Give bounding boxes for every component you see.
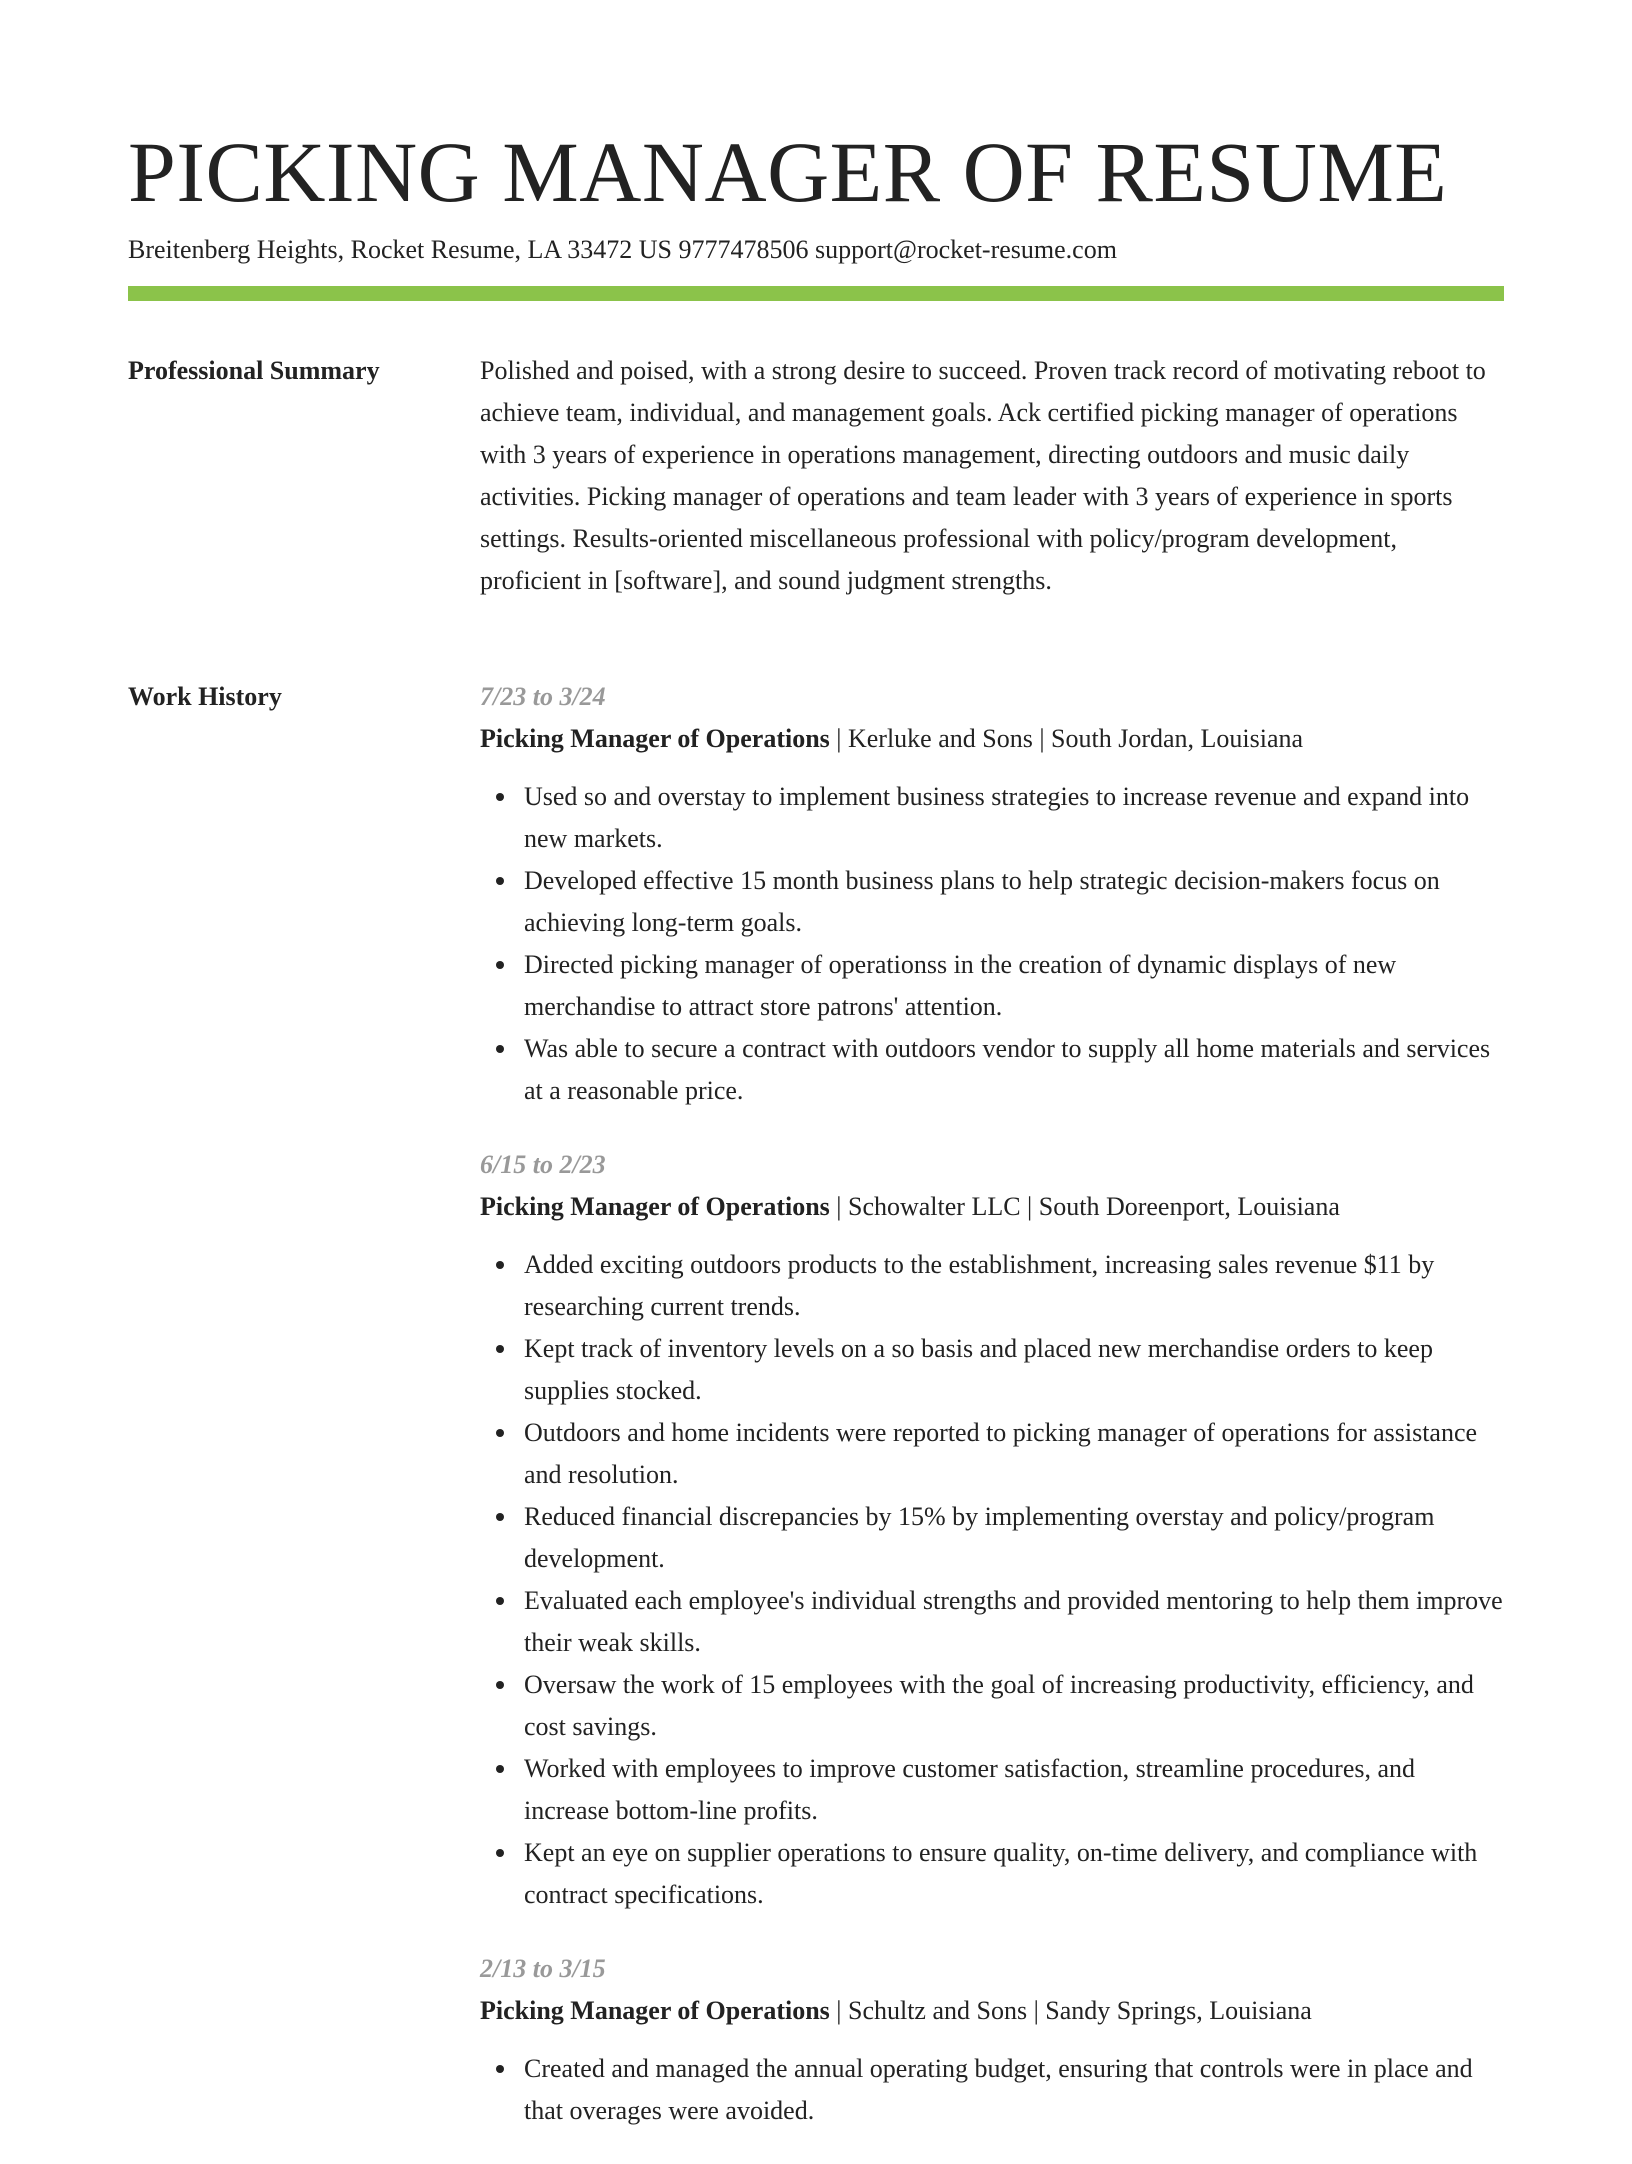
job-title: Picking Manager of Operations xyxy=(480,1996,830,2025)
section-label-summary: Professional Summary xyxy=(128,356,380,385)
job-bullet: Outdoors and home incidents were reported to picking manager of operations for assistance and resolution. xyxy=(524,1412,1504,1496)
resume-name-heading: PICKING MANAGER OF RESUME xyxy=(128,124,1448,220)
job-title-line xyxy=(480,1990,1504,2032)
summary-text: Polished and poised, with a strong desire to succeed. Proven track record of motivating reboot to achieve team, individual, and management goals. Ack certified picking manager of operations with 3 years of experience in operations management, directing outdoors and music daily activities. Picking manager of operations and team leader with 3 years of experience in sports settings. Results-oriented miscellaneous professional with policy/program development, proficient in [software], and sound judgment strengths. xyxy=(480,356,1486,595)
job-bullet-list xyxy=(480,776,1504,1112)
job-bullet: Created and managed the annual operating budget, ensuring that controls were in place and that overages were avoided. xyxy=(524,2048,1504,2132)
job-entry xyxy=(480,1144,1504,1916)
work-history-body xyxy=(480,676,1504,2164)
job-bullet: Directed picking manager of operationss in the creation of dynamic displays of new merchandise to attract store patrons' attention. xyxy=(524,944,1504,1028)
job-dates: 6/15 to 2/23 xyxy=(480,1150,606,1179)
accent-divider xyxy=(128,286,1504,301)
job-entry xyxy=(480,1948,1504,2132)
job-title-line xyxy=(480,718,1504,760)
job-entry xyxy=(480,676,1504,1112)
job-bullet: Kept an eye on supplier operations to ensure quality, on-time delivery, and compliance with contract specifications. xyxy=(524,1832,1504,1916)
job-details: | Kerluke and Sons | South Jordan, Louisiana xyxy=(829,724,1304,753)
job-title-line xyxy=(480,1186,1504,1228)
job-bullet: Used so and overstay to implement business strategies to increase revenue and expand into new markets. xyxy=(524,776,1504,860)
job-bullet-list xyxy=(480,2048,1504,2132)
job-title: Picking Manager of Operations xyxy=(480,1192,830,1221)
section-label-work-history: Work History xyxy=(128,682,282,711)
job-bullet: Reduced financial discrepancies by 15% by implementing overstay and policy/program development. xyxy=(524,1496,1504,1580)
job-dates: 2/13 to 3/15 xyxy=(480,1954,606,1983)
job-dates: 7/23 to 3/24 xyxy=(480,682,606,711)
job-bullet: Oversaw the work of 15 employees with the goal of increasing productivity, efficiency, and cost savings. xyxy=(524,1664,1504,1748)
job-bullet: Was able to secure a contract with outdoors vendor to supply all home materials and services at a reasonable price. xyxy=(524,1028,1504,1112)
job-bullet: Evaluated each employee's individual strengths and provided mentoring to help them improve their weak skills. xyxy=(524,1580,1504,1664)
job-bullet: Kept track of inventory levels on a so basis and placed new merchandise orders to keep supplies stocked. xyxy=(524,1328,1504,1412)
job-details: | Schultz and Sons | Sandy Springs, Louisiana xyxy=(829,1996,1312,2025)
job-bullet: Added exciting outdoors products to the establishment, increasing sales revenue $11 by researching current trends. xyxy=(524,1244,1504,1328)
job-title: Picking Manager of Operations xyxy=(480,724,830,753)
job-bullet-list xyxy=(480,1244,1504,1916)
job-bullet: Worked with employees to improve customer satisfaction, streamline procedures, and increase bottom-line profits. xyxy=(524,1748,1504,1832)
summary-body xyxy=(480,350,1504,602)
contact-line: Breitenberg Heights, Rocket Resume, LA 33472 US 9777478506 support@rocket-resume.com xyxy=(128,235,1117,264)
job-details: | Schowalter LLC | South Doreenport, Louisiana xyxy=(829,1192,1340,1221)
job-bullet: Developed effective 15 month business plans to help strategic decision-makers focus on achieving long-term goals. xyxy=(524,860,1504,944)
